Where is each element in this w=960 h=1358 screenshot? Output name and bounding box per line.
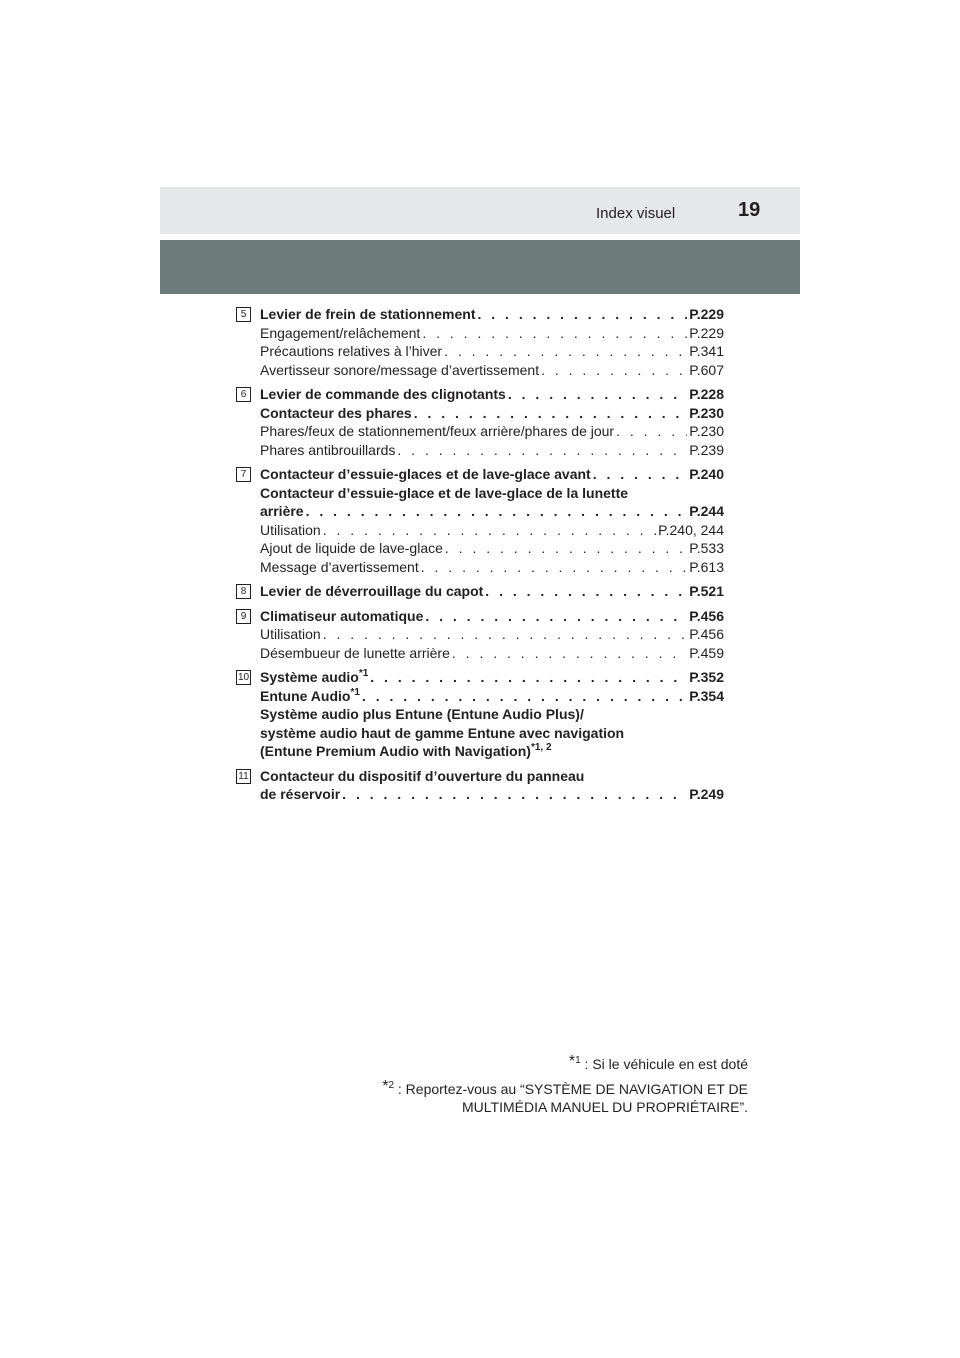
page-reference[interactable]: P.229 [689, 324, 724, 341]
page-reference[interactable]: P.240, 244 [658, 521, 724, 538]
leader-dots [616, 422, 687, 441]
page-reference[interactable]: P.533 [689, 540, 724, 556]
leader-dots [593, 465, 688, 484]
index-main-entry-line: Contacteur du dispositif d’ouverture du panneau [260, 767, 585, 784]
page-reference[interactable]: P.230 [689, 423, 724, 439]
page-reference[interactable]: P.607 [689, 361, 724, 378]
leader-dots [541, 361, 687, 380]
index-sub-entry[interactable]: Ajout de liquide de lave-glace . . . P.533 [260, 539, 724, 558]
section-title: Index visuel [596, 205, 676, 222]
index-sub-entry[interactable]: Précautions relatives à l’hiver . . . P.341 [260, 342, 724, 361]
index-section-7 [236, 465, 724, 576]
page-reference[interactable]: P.459 [689, 644, 724, 661]
page-reference[interactable]: P.244 [689, 503, 724, 519]
page-reference[interactable]: P.230 [689, 404, 724, 421]
page-reference[interactable]: P.456 [689, 607, 724, 624]
item-number-badge: 11 [236, 769, 251, 784]
page-reference[interactable]: P.240 [689, 466, 724, 482]
leader-dots [421, 558, 687, 577]
leader-dots [370, 668, 687, 687]
index-main-entry[interactable]: Levier de frein de stationnement . . . P.229 [260, 305, 724, 324]
item-number-badge: 7 [236, 467, 251, 482]
leader-dots [508, 385, 687, 404]
item-number-badge: 5 [236, 307, 251, 322]
index-main-entry-line: (Entune Premium Audio with Navigation)$^{*1, 2}$ [260, 742, 552, 759]
item-number-badge: 8 [236, 584, 251, 599]
index-main-entry[interactable]: Entune Audio$^{*1}$ . . . P.354 [260, 687, 724, 706]
index-main-entry-line: Contacteur d’essuie-glace et de lave-glace de la lunette [260, 484, 629, 501]
page-number: 19 [738, 199, 761, 221]
index-sub-entry[interactable]: Utilisation . . . P.240, 244 [260, 521, 724, 540]
index-main-entry[interactable]: Levier de déverrouillage du capot . . . P.521 [260, 582, 724, 601]
page-reference[interactable]: P.341 [689, 343, 724, 359]
index-sub-entry[interactable]: Message d’avertissement . . . P.613 [260, 558, 724, 577]
index-sub-entry[interactable]: Désembueur de lunette arrière . . . P.459 [260, 644, 724, 663]
index-main-entry-line: système audio haut de gamme Entune avec navigation [260, 724, 625, 741]
leader-dots [444, 342, 687, 361]
leader-dots [425, 607, 687, 626]
index-section-9 [236, 607, 724, 663]
item-number-badge: 9 [236, 609, 251, 624]
leader-dots [397, 441, 687, 460]
page-reference[interactable]: P.354 [689, 687, 724, 704]
leader-dots [414, 404, 688, 423]
page-reference[interactable]: P.352 [689, 669, 724, 685]
leader-dots [485, 582, 687, 601]
index-sub-entry[interactable]: Engagement/relâchement . . . P.229 [260, 324, 724, 343]
index-main-entry-line: Système audio plus Entune (Entune Audio Plus)/ [260, 706, 584, 722]
decorative-band [160, 240, 800, 294]
visual-index-list [236, 305, 724, 810]
page-reference[interactable]: P.521 [689, 583, 724, 599]
header-band [160, 187, 800, 234]
page-reference[interactable]: P.239 [689, 441, 724, 458]
page-reference[interactable]: P.229 [689, 306, 724, 322]
leader-dots [452, 644, 687, 663]
leader-dots [323, 521, 656, 540]
index-main-entry[interactable]: Contacteur des phares . . . P.230 [260, 404, 724, 423]
index-main-entry[interactable]: Contacteur d’essuie-glaces et de lave-glace avant . . . P.240 [260, 465, 724, 484]
index-sub-entry[interactable]: Utilisation . . . P.456 [260, 625, 724, 644]
footnote-2: *$^2$ : Reportez-vous au “SYSTÈME DE NAVIGATION ET DE MULTIMÉDIA MANUEL DU PROPRIÉTAIRE”. [382, 1077, 748, 1115]
index-sub-entry[interactable]: Avertisseur sonore/message d’avertissement . . . P.607 [260, 361, 724, 380]
index-main-entry[interactable]: Système audio$^{*1}$ . . . P.352 [260, 668, 724, 687]
leader-dots [445, 539, 687, 558]
item-number-badge: 10 [237, 672, 250, 683]
leader-dots [342, 785, 687, 804]
footnote-marker: *1, 2 [530, 742, 552, 753]
index-section-11 [236, 767, 724, 804]
footnotes [330, 1053, 748, 1121]
leader-dots [306, 502, 688, 521]
leader-dots [478, 305, 688, 324]
item-number-badge: 6 [236, 387, 251, 402]
leader-dots [323, 625, 688, 644]
index-main-entry[interactable]: Climatiseur automatique . . . P.456 [260, 607, 724, 626]
index-section-10 [236, 668, 724, 761]
footnote-1: *$^1$ : Si le véhicule en est doté [568, 1053, 748, 1072]
footnote-marker: *1 [350, 686, 360, 698]
leader-dots [422, 324, 687, 343]
page-reference[interactable]: P.249 [689, 786, 724, 802]
footnote-marker: *1 [358, 668, 369, 679]
page-reference[interactable]: P.228 [689, 386, 724, 402]
leader-dots [362, 687, 687, 706]
index-sub-entry[interactable]: Phares/feux de stationnement/feux arrière/phares de jour . . . P.230 [260, 422, 724, 441]
index-main-entry[interactable]: arrière . . . P.244 [260, 502, 724, 521]
index-section-6 [236, 385, 724, 459]
index-sub-entry[interactable]: Phares antibrouillards . . . P.239 [260, 441, 724, 460]
page-reference[interactable]: P.613 [689, 558, 724, 575]
index-section-8 [236, 582, 724, 601]
index-main-entry[interactable]: de réservoir . . . P.249 [260, 785, 724, 804]
index-main-entry[interactable]: Levier de commande des clignotants . . . P.228 [260, 385, 724, 404]
page-reference[interactable]: P.456 [689, 626, 724, 642]
index-section-5 [236, 305, 724, 379]
